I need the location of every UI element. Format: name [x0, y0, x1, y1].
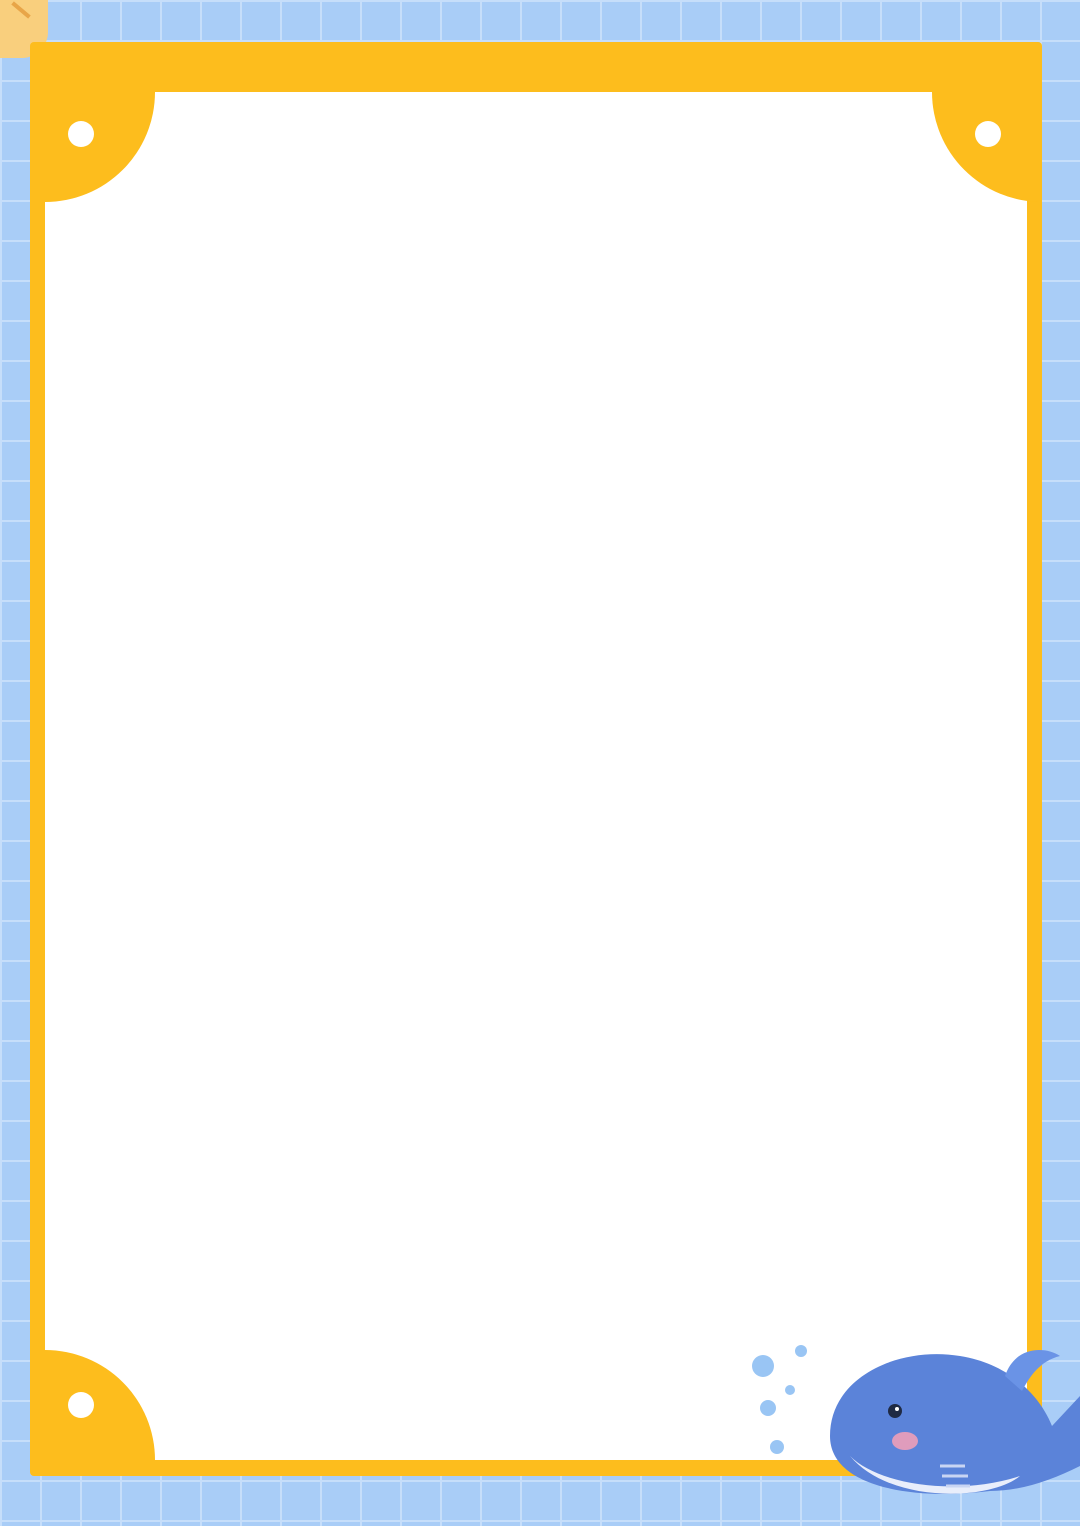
pin-dot: [68, 1392, 94, 1418]
pin-dot: [68, 121, 94, 147]
whale-icon: [790, 1316, 1080, 1506]
paper-sheet: [45, 92, 1027, 1460]
pin-dot: [975, 121, 1001, 147]
